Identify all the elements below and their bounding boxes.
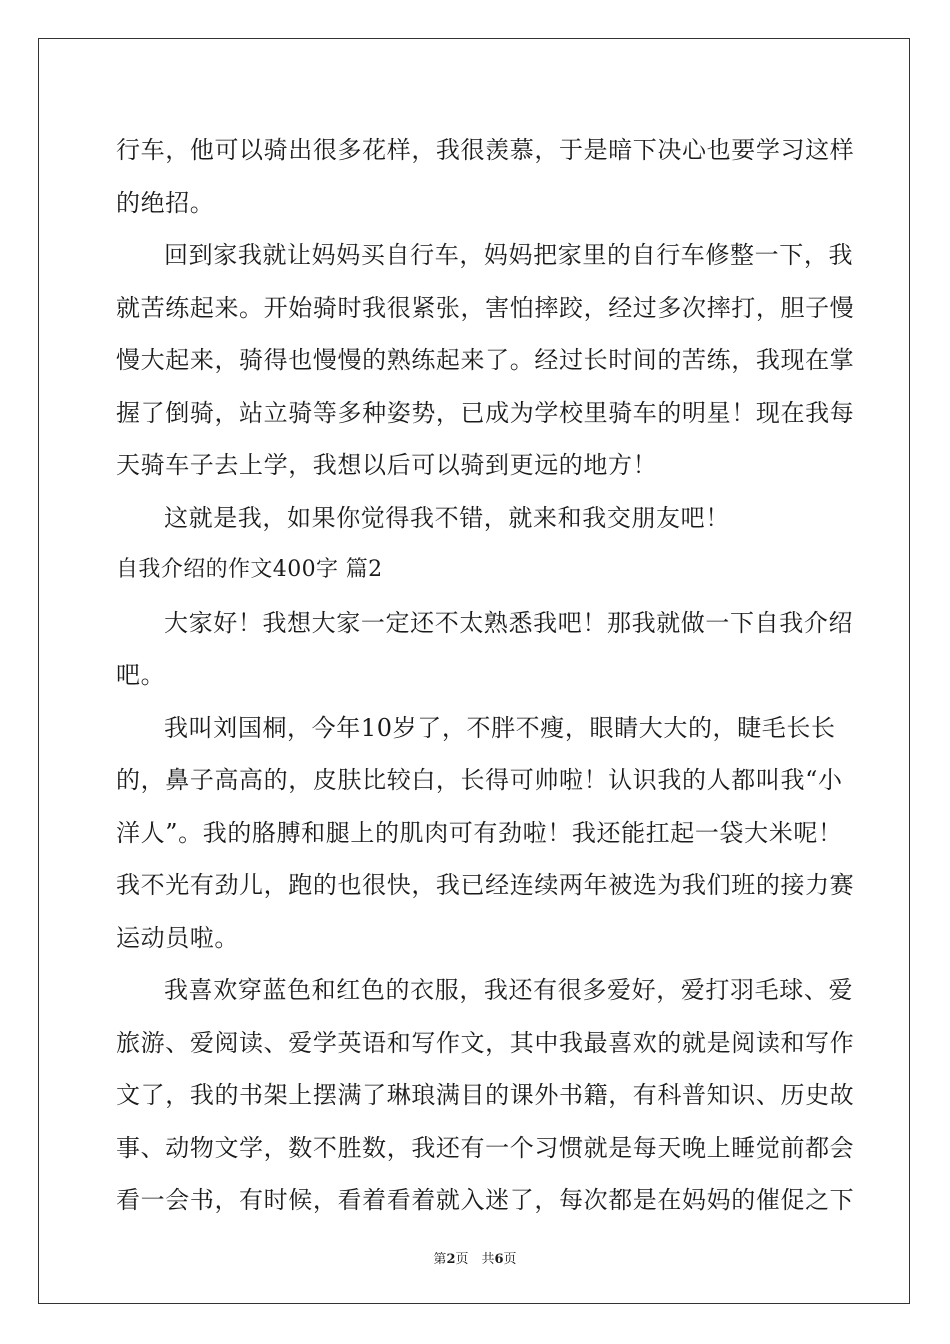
page-footer [0, 1248, 950, 1267]
text-line: 就 苦 练 起 来 。 开 始 骑 时 我 很 紧 张 ， 害 怕 摔 跤 ， 经 过 多 次 摔 打 ， 胆 子 慢 [116, 293, 855, 322]
text-line: 行 车 ， 他 可 以 骑 出 很 多 花 样 ， 我 很 羡 慕 ， 于 是 暗 下 决 心 也 要 学 习 这 样 [116, 136, 855, 164]
footer-total-pages: 6 [494, 1252, 504, 1267]
text-line: 握 了 倒 骑 ， 站 立 骑 等 多 种 姿 势 ， 已 成 为 学 校 里 骑 车 的 明 星 ！ 现 在 我 每 [116, 398, 855, 427]
text-line: 吧。 [116, 661, 166, 689]
text-line: 的绝招。 [116, 188, 215, 217]
text-line: 天骑车子去上学，我想以后可以骑到更远的地方！ [116, 451, 658, 479]
text-line: 的 ， 鼻 子 高 高 的 ， 皮 肤 比 较 白 ， 长 得 可 帅 啦 ！ 认 识 我 的 人 都 叫 我 “ 小 [116, 766, 843, 794]
text-line: 运动员啦。 [116, 923, 239, 952]
document-body [116, 124, 855, 1227]
text-line: 我 叫 刘 国 桐 ， 今 年 1 0 岁 了 ， 不 胖 不 瘦 ， 眼 睛 大 大 的 ， 睫 毛 长 长 [164, 713, 836, 742]
footer-prefix: 第 [433, 1252, 447, 1267]
text-line: 回 到 家 我 就 让 妈 妈 买 自 行 车 ， 妈 妈 把 家 里 的 自 行 车 修 整 一 下 ， 我 [164, 241, 854, 269]
text-line: 文 了 ， 我 的 书 架 上 摆 满 了 琳 琅 满 目 的 课 外 书 籍 ， 有 科 普 知 识 、 历 史 故 [116, 1081, 855, 1109]
text-line: 慢 大 起 来 ， 骑 得 也 慢 慢 的 熟 练 起 来 了 。 经 过 长 时 间 的 苦 练 ， 我 现 在 掌 [116, 346, 855, 374]
footer-suffix: 页 [503, 1252, 517, 1267]
text-line: 大 家 好 ！ 我 想 大 家 一 定 还 不 太 熟 悉 我 吧 ！ 那 我 就 做 一 下 自 我 介 绍 [164, 608, 854, 637]
footer-middle: 页 共 [455, 1252, 495, 1267]
text-line: 看 一 会 书 ， 有 时 候 ， 看 着 看 着 就 入 迷 了 ， 每 次 都 是 在 妈 妈 的 催 促 之 下 [116, 1186, 855, 1214]
text-line: 洋 人 ” 。 我 的 胳 膊 和 腿 上 的 肌 肉 可 有 劲 啦 ！ 我 还 能 扛 起 一 袋 大 米 呢 ！ [116, 818, 843, 847]
footer-current-page: 2 [446, 1252, 456, 1267]
section-heading: 自我介绍的作文400字 篇2 [116, 557, 383, 582]
text-line: 我 喜 欢 穿 蓝 色 和 红 色 的 衣 服 ， 我 还 有 很 多 爱 好 ， 爱 打 羽 毛 球 、 爱 [164, 976, 854, 1004]
text-line: 我 不 光 有 劲 儿 ， 跑 的 也 很 快 ， 我 已 经 连 续 两 年 被 选 为 我 们 班 的 接 力 赛 [116, 871, 855, 899]
text-line: 这就是我，如果你觉得我不错，就来和我交朋友吧！ [164, 503, 730, 532]
text-line: 事 、 动 物 文 学 ， 数 不 胜 数 ， 我 还 有 一 个 习 惯 就 是 每 天 晚 上 睡 觉 前 都 会 [116, 1133, 855, 1162]
text-line: 旅 游 、 爱 阅 读 、 爱 学 英 语 和 写 作 文 ， 其 中 我 最 喜 欢 的 就 是 阅 读 和 写 作 [116, 1028, 855, 1057]
